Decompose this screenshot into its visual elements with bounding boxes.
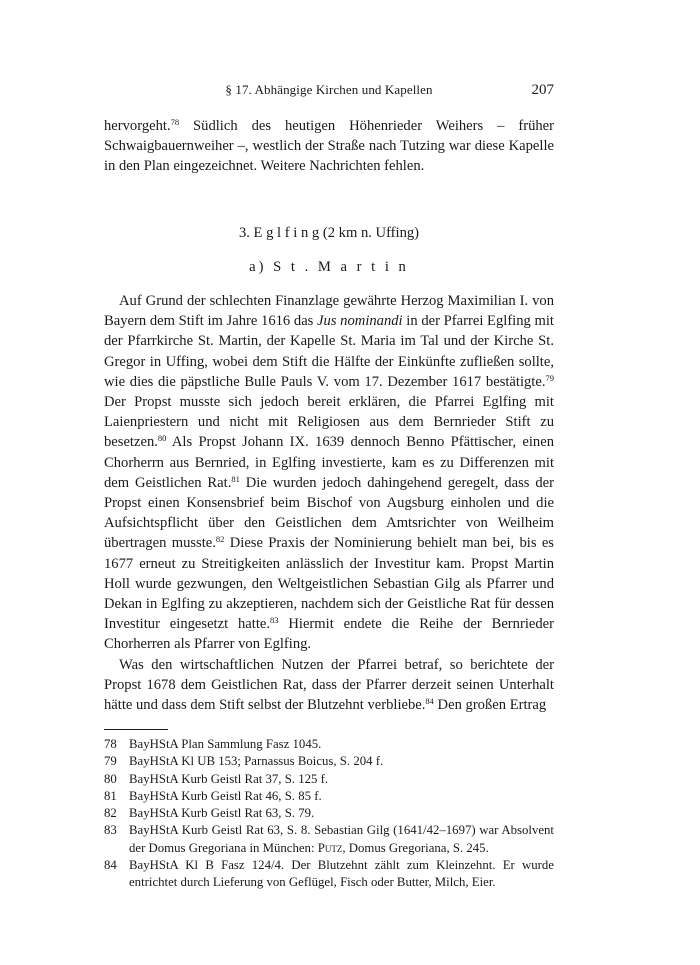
place-heading: 3. E g l f i n g (2 km n. Uffing) — [238, 224, 420, 241]
paragraph-1: Auf Grund der schlechten Finanzlage gewährte Herzog Maximilian I. von Bayern dem Stift im Jahre 1616 das Jus nominandi in der Pfarrei Eglfing mit der Pfarrkirche St. Martin, der Kapelle St. Maria im Tal und der Kirche St. Gregor in Uffing, wobei dem Stift die Hälfte der Einkünfte zufließen sollte, wie dies die päpstliche Bulle Pauls V. vom 17. Dezember 1617 bestätigte.$^{79}$ Der Propst musste sich jedoch bereit erklären, die Pfarrei Eglfing mit Laienpriestern und nicht mit Religiosen aus dem Bernrieder Stift zu besetzen.$^{80}$ Als Propst Johann IX. 1639 dennoch Benno Pfättischer, einen Chorherrn aus Bernried, in Eglfing investierte, kam es zu Differenzen mit dem Geistlichen Rat.$^{81}$ Die wurden jedoch dahingehend geregelt, dass der Propst einen Konsensbrief beim Bischof von Augsburg einholen und die Aufsichtspflicht über den Geistlichen dem Amtsrichter von Weilheim übertragen musste.$^{82}$ Diese Praxis der Nominierung behielt man bei, bis es 1677 erneut zu Streitigkeiten anlässlich der Investitur kam. Propst Martin Holl wurde gezwungen, den Weltgeistlichen Sebastian Gilg als Pfarrer und Dekan in Eglfing zu akzeptieren, nachdem sich der Geistliche Rat für dessen Investitur eingesetzt hatte.$^{83}$ Hiermit endete die Reihe der Bernrieder Chorherren als Pfarrer von Eglfing. — [104, 293, 554, 653]
running-head-title: § 17. Abhängige Kirchen und Kapellen — [225, 82, 433, 97]
running-head — [104, 82, 554, 104]
footnote: 82 BayHStA Kurb Geistl Rat 63, S. 79. — [104, 806, 315, 821]
footnote-separator — [104, 729, 168, 730]
footnote: 78 BayHStA Plan Sammlung Fasz 1045. — [104, 737, 322, 752]
footnote: 81 BayHStA Kurb Geistl Rat 46, S. 85 f. — [104, 788, 322, 803]
footnote-ref-81: 81 — [231, 473, 240, 484]
footnotes — [104, 736, 554, 891]
footnote-ref-79: 79 — [545, 372, 554, 383]
footnote: 80 BayHStA Kurb Geistl Rat 37, S. 125 f. — [104, 771, 329, 786]
footnote: 84 BayHStA Kl B Fasz 124/4. Der Blutzehnt zählt zum Kleinzehnt. Er wurde entrichtet durch Lieferung von Geflügel, Fisch oder Butter, Milch, Eier. — [104, 857, 554, 889]
footnote-ref-83: 83 — [270, 615, 279, 626]
paragraph-2: Was den wirtschaftlichen Nutzen der Pfarrei betraf, so berichtete der Propst 1678 dem Geistlichen Rat, dass der Pfarrer derzeit seinen Unterhalt hätte und dass dem Stift selbst der Blutzehnt verbliebe.$^{84}$ Den großen Ertrag — [104, 656, 554, 714]
book-page — [104, 82, 554, 891]
footnote: 83 BayHStA Kurb Geistl Rat 63, S. 8. Sebastian Gilg (1641/42–1697) war Absolvent der Domus Gregoriana in München: Putz, Domus Gregoriana, S. 245. — [104, 823, 554, 855]
church-heading: a) S t . M a r t i n — [249, 258, 409, 275]
footnote-ref-78: 78 — [170, 117, 180, 127]
footnote-ref-80: 80 — [157, 433, 167, 444]
author-name: Putz — [317, 840, 343, 855]
latin-term: Jus nominandi — [317, 313, 403, 330]
intro-paragraph: hervorgeht.$^{78}$ Südlich des heutigen Höhenrieder Weihers – früher Schwaigbauernweiher –, westlich der Straße nach Tutzing war diese Kapelle in den Plan eingezeichnet. Weitere Nachrichten fehlen. — [104, 117, 554, 175]
footnote-ref-84: 84 — [425, 696, 434, 707]
main-text — [104, 116, 554, 715]
footnote: 79 BayHStA Kl UB 153; Parnassus Boicus, S. 204 f. — [104, 754, 384, 769]
page-number: 207 — [531, 82, 554, 98]
footnote-ref-82: 82 — [215, 534, 225, 545]
